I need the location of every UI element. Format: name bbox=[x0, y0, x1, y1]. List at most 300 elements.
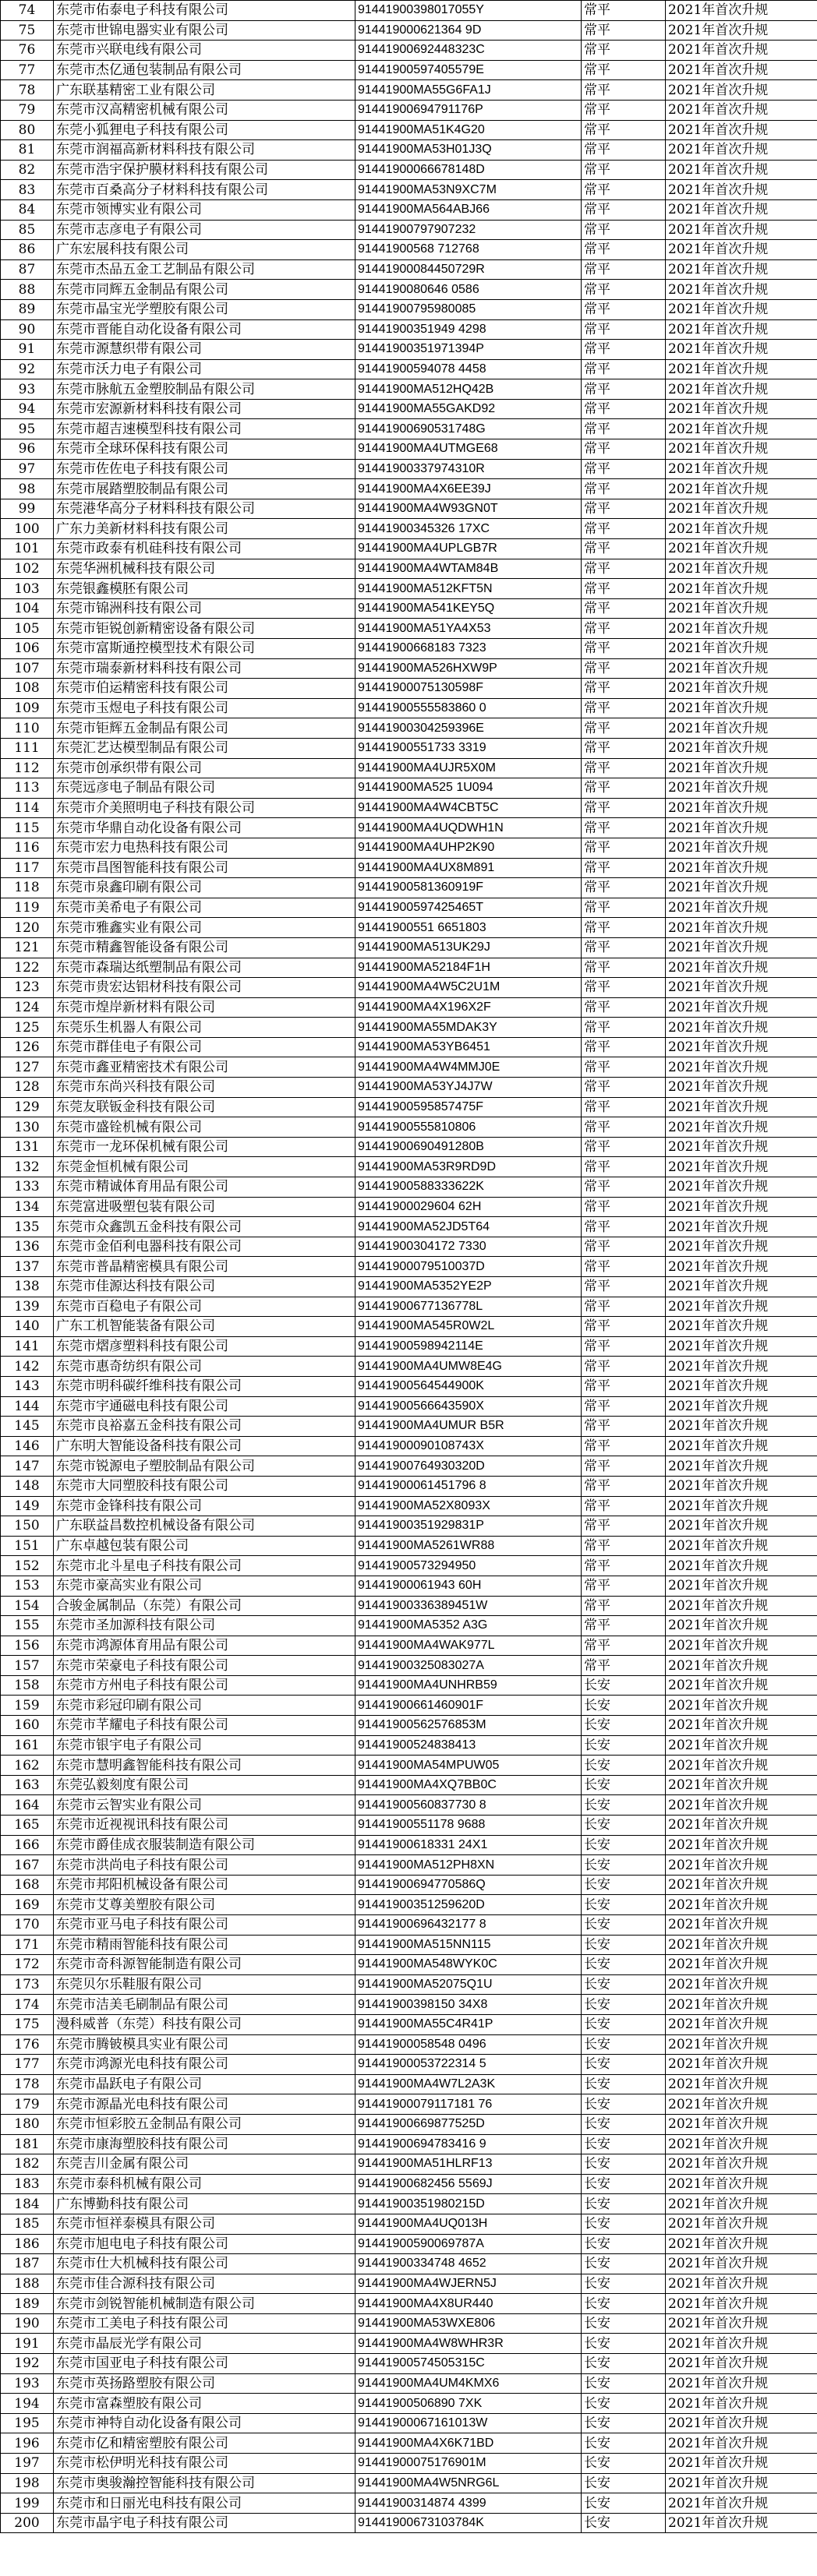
credit-code-cell: 91441900MA545R0W2L bbox=[355, 1317, 582, 1337]
table-row bbox=[1, 319, 817, 340]
remark-cell: 2021年首次升规 bbox=[666, 2473, 817, 2493]
row-number-cell: 127 bbox=[1, 1057, 54, 1078]
table-row bbox=[1, 1775, 817, 1795]
row-number-cell: 122 bbox=[1, 958, 54, 978]
company-name-cell: 东莞市邦阳机械设备有限公司 bbox=[54, 1875, 355, 1895]
row-number-cell: 128 bbox=[1, 1078, 54, 1098]
company-name-cell: 广东联基精密工业有限公司 bbox=[54, 80, 355, 101]
row-number-cell: 88 bbox=[1, 280, 54, 300]
table-row bbox=[1, 1816, 817, 1836]
credit-code-cell: 91441900560837730 8 bbox=[355, 1795, 582, 1816]
remark-cell: 2021年首次升规 bbox=[666, 1816, 817, 1836]
row-number-cell: 162 bbox=[1, 1756, 54, 1776]
row-number-cell: 184 bbox=[1, 2194, 54, 2214]
company-name-cell: 东莞市盛铨机械有限公司 bbox=[54, 1117, 355, 1138]
credit-code-cell: 91441900MA52184F1H bbox=[355, 958, 582, 978]
row-number-cell: 105 bbox=[1, 619, 54, 639]
company-name-cell: 东莞吉川金属有限公司 bbox=[54, 2154, 355, 2175]
town-cell: 长安 bbox=[582, 2194, 666, 2214]
table-row bbox=[1, 80, 817, 101]
town-cell: 长安 bbox=[582, 2055, 666, 2075]
table-row bbox=[1, 340, 817, 360]
credit-code-cell: 91441900MA4UNHRB59 bbox=[355, 1675, 582, 1696]
row-number-cell: 97 bbox=[1, 459, 54, 479]
company-name-cell: 东莞市旭电电子科技有限公司 bbox=[54, 2234, 355, 2254]
company-name-cell: 东莞市艾尊美塑胶有限公司 bbox=[54, 1895, 355, 1915]
remark-cell: 2021年首次升规 bbox=[666, 60, 817, 80]
table-row bbox=[1, 2114, 817, 2134]
remark-cell: 2021年首次升规 bbox=[666, 778, 817, 799]
company-name-cell: 东莞小狐狸电子科技有限公司 bbox=[54, 120, 355, 140]
remark-cell: 2021年首次升规 bbox=[666, 419, 817, 439]
town-cell: 常平 bbox=[582, 1117, 666, 1138]
remark-cell: 2021年首次升规 bbox=[666, 1078, 817, 1098]
town-cell: 常平 bbox=[582, 479, 666, 499]
company-name-cell: 东莞市圣加源科技有限公司 bbox=[54, 1616, 355, 1636]
table-row bbox=[1, 1675, 817, 1696]
credit-code-cell: 91441900MA4X196X2F bbox=[355, 997, 582, 1018]
town-cell: 长安 bbox=[582, 1935, 666, 1955]
table-row bbox=[1, 937, 817, 958]
row-number-cell: 123 bbox=[1, 978, 54, 998]
row-number-cell: 115 bbox=[1, 818, 54, 838]
company-name-cell: 东莞市豪高实业有限公司 bbox=[54, 1576, 355, 1596]
table-row bbox=[1, 1237, 817, 1257]
remark-cell: 2021年首次升规 bbox=[666, 1696, 817, 1716]
town-cell: 常平 bbox=[582, 838, 666, 858]
remark-cell: 2021年首次升规 bbox=[666, 1157, 817, 1177]
credit-code-cell: 91441900325083027A bbox=[355, 1656, 582, 1676]
remark-cell: 2021年首次升规 bbox=[666, 1217, 817, 1237]
row-number-cell: 139 bbox=[1, 1297, 54, 1317]
company-name-cell: 东莞市华鼎自动化设备有限公司 bbox=[54, 818, 355, 838]
company-name-cell: 东莞市世锦电器实业有限公司 bbox=[54, 20, 355, 41]
table-row bbox=[1, 499, 817, 519]
credit-code-cell: 91441900MA515NN115 bbox=[355, 1935, 582, 1955]
table-row bbox=[1, 958, 817, 978]
row-number-cell: 124 bbox=[1, 997, 54, 1018]
remark-cell: 2021年首次升规 bbox=[666, 598, 817, 619]
row-number-cell: 156 bbox=[1, 1636, 54, 1656]
company-name-cell: 东莞市佳合源科技有限公司 bbox=[54, 2274, 355, 2294]
row-number-cell: 99 bbox=[1, 499, 54, 519]
town-cell: 常平 bbox=[582, 419, 666, 439]
company-name-cell: 东莞远彦电子制品有限公司 bbox=[54, 778, 355, 799]
town-cell: 常平 bbox=[582, 758, 666, 778]
remark-cell: 2021年首次升规 bbox=[666, 399, 817, 419]
town-cell: 长安 bbox=[582, 1816, 666, 1836]
row-number-cell: 197 bbox=[1, 2454, 54, 2474]
table-row bbox=[1, 1336, 817, 1357]
credit-code-cell: 91441900696432177 8 bbox=[355, 1915, 582, 1936]
table-row bbox=[1, 2034, 817, 2055]
credit-code-cell: 91441900MA4W7L2A3K bbox=[355, 2074, 582, 2094]
credit-code-cell: 91441900692448323C bbox=[355, 41, 582, 61]
remark-cell: 2021年首次升规 bbox=[666, 319, 817, 340]
remark-cell: 2021年首次升规 bbox=[666, 1376, 817, 1396]
town-cell: 常平 bbox=[582, 1217, 666, 1237]
row-number-cell: 98 bbox=[1, 479, 54, 499]
credit-code-cell: 91441900595857475F bbox=[355, 1097, 582, 1117]
credit-code-cell: 91441900334748 4652 bbox=[355, 2254, 582, 2274]
credit-code-cell: 91441900MA4UQDWH1N bbox=[355, 818, 582, 838]
row-number-cell: 173 bbox=[1, 1974, 54, 1995]
credit-code-cell: 91441900694791176P bbox=[355, 100, 582, 120]
credit-code-cell: 91441900524838413 bbox=[355, 1735, 582, 1756]
table-row bbox=[1, 1396, 817, 1417]
company-name-cell: 东莞市一龙环保机械有限公司 bbox=[54, 1137, 355, 1157]
town-cell: 常平 bbox=[582, 359, 666, 379]
town-cell: 长安 bbox=[582, 1716, 666, 1736]
town-cell: 长安 bbox=[582, 2014, 666, 2034]
remark-cell: 2021年首次升规 bbox=[666, 220, 817, 240]
town-cell: 常平 bbox=[582, 340, 666, 360]
row-number-cell: 101 bbox=[1, 539, 54, 559]
company-name-cell: 东莞市群佳电子有限公司 bbox=[54, 1037, 355, 1057]
row-number-cell: 185 bbox=[1, 2214, 54, 2234]
credit-code-cell: 91441900764930320D bbox=[355, 1456, 582, 1477]
remark-cell: 2021年首次升规 bbox=[666, 1097, 817, 1117]
row-number-cell: 96 bbox=[1, 439, 54, 460]
table-row bbox=[1, 2274, 817, 2294]
remark-cell: 2021年首次升规 bbox=[666, 997, 817, 1018]
row-number-cell: 168 bbox=[1, 1875, 54, 1895]
company-name-cell: 东莞市熠彦塑料科技有限公司 bbox=[54, 1336, 355, 1357]
row-number-cell: 100 bbox=[1, 519, 54, 539]
row-number-cell: 140 bbox=[1, 1317, 54, 1337]
table-row bbox=[1, 1995, 817, 2015]
company-name-cell: 东莞市伯运精密科技有限公司 bbox=[54, 679, 355, 699]
credit-code-cell: 91441900304259396E bbox=[355, 718, 582, 739]
credit-code-cell: 91441900351259620D bbox=[355, 1895, 582, 1915]
table-row bbox=[1, 978, 817, 998]
row-number-cell: 152 bbox=[1, 1556, 54, 1576]
credit-code-cell: 91441900MA512HQ42B bbox=[355, 379, 582, 400]
table-row bbox=[1, 1436, 817, 1456]
table-row bbox=[1, 100, 817, 120]
remark-cell: 2021年首次升规 bbox=[666, 1775, 817, 1795]
row-number-cell: 175 bbox=[1, 2014, 54, 2034]
remark-cell: 2021年首次升规 bbox=[666, 240, 817, 260]
table-row bbox=[1, 2174, 817, 2194]
table-row bbox=[1, 679, 817, 699]
town-cell: 长安 bbox=[582, 2493, 666, 2514]
remark-cell: 2021年首次升规 bbox=[666, 1496, 817, 1516]
credit-code-cell: 91441900MA51YA4X53 bbox=[355, 619, 582, 639]
company-name-cell: 东莞市和日丽光电科技有限公司 bbox=[54, 2493, 355, 2514]
credit-code-cell: 91441900581360919F bbox=[355, 878, 582, 898]
credit-code-cell: 91441900MA51K4G20 bbox=[355, 120, 582, 140]
company-name-cell: 东莞市鑫亚精密技术有限公司 bbox=[54, 1057, 355, 1078]
table-row bbox=[1, 1018, 817, 1038]
credit-code-cell: 91441900690531748G bbox=[355, 419, 582, 439]
remark-cell: 2021年首次升规 bbox=[666, 579, 817, 599]
remark-cell: 2021年首次升规 bbox=[666, 1117, 817, 1138]
credit-code-cell: 91441900MA53YB6451 bbox=[355, 1037, 582, 1057]
town-cell: 常平 bbox=[582, 1137, 666, 1157]
table-row bbox=[1, 1795, 817, 1816]
table-row bbox=[1, 2473, 817, 2493]
table-row bbox=[1, 698, 817, 718]
town-cell: 常平 bbox=[582, 519, 666, 539]
remark-cell: 2021年首次升规 bbox=[666, 1735, 817, 1756]
town-cell: 常平 bbox=[582, 1417, 666, 1437]
company-name-cell: 东莞市鸿源光电科技有限公司 bbox=[54, 2055, 355, 2075]
town-cell: 常平 bbox=[582, 199, 666, 220]
row-number-cell: 178 bbox=[1, 2074, 54, 2094]
row-number-cell: 159 bbox=[1, 1696, 54, 1716]
row-number-cell: 129 bbox=[1, 1097, 54, 1117]
enterprise-table-body bbox=[1, 1, 817, 2533]
remark-cell: 2021年首次升规 bbox=[666, 1476, 817, 1496]
town-cell: 常平 bbox=[582, 1097, 666, 1117]
company-name-cell: 东莞市精雨智能科技有限公司 bbox=[54, 1935, 355, 1955]
company-name-cell: 东莞市脉航五金塑胶制品有限公司 bbox=[54, 379, 355, 400]
company-name-cell: 东莞市晶跃电子有限公司 bbox=[54, 2074, 355, 2094]
remark-cell: 2021年首次升规 bbox=[666, 698, 817, 718]
company-name-cell: 东莞市源慧织带有限公司 bbox=[54, 340, 355, 360]
remark-cell: 2021年首次升规 bbox=[666, 2114, 817, 2134]
credit-code-cell: 91441900MA525 1U094 bbox=[355, 778, 582, 799]
company-name-cell: 东莞汇艺达模型制品有限公司 bbox=[54, 738, 355, 758]
town-cell: 常平 bbox=[582, 1177, 666, 1198]
table-row bbox=[1, 858, 817, 878]
table-row bbox=[1, 2354, 817, 2374]
table-row bbox=[1, 359, 817, 379]
row-number-cell: 194 bbox=[1, 2394, 54, 2414]
town-cell: 常平 bbox=[582, 679, 666, 699]
company-name-cell: 东莞市金佰利电器科技有限公司 bbox=[54, 1237, 355, 1257]
table-row bbox=[1, 1915, 817, 1936]
town-cell: 长安 bbox=[582, 1855, 666, 1876]
company-name-cell: 东莞市东尚兴科技有限公司 bbox=[54, 1078, 355, 1098]
company-name-cell: 东莞市创承织带有限公司 bbox=[54, 758, 355, 778]
table-row bbox=[1, 1456, 817, 1477]
row-number-cell: 110 bbox=[1, 718, 54, 739]
remark-cell: 2021年首次升规 bbox=[666, 1456, 817, 1477]
row-number-cell: 141 bbox=[1, 1336, 54, 1357]
table-row bbox=[1, 140, 817, 161]
company-name-cell: 广东宏展科技有限公司 bbox=[54, 240, 355, 260]
town-cell: 长安 bbox=[582, 2114, 666, 2134]
credit-code-cell: 91441900398017055Y bbox=[355, 1, 582, 21]
row-number-cell: 183 bbox=[1, 2174, 54, 2194]
row-number-cell: 153 bbox=[1, 1576, 54, 1596]
remark-cell: 2021年首次升规 bbox=[666, 160, 817, 180]
company-name-cell: 东莞市明科碳纤维科技有限公司 bbox=[54, 1376, 355, 1396]
table-row bbox=[1, 180, 817, 200]
credit-code-cell: 91441900MA541KEY5Q bbox=[355, 598, 582, 619]
remark-cell: 2021年首次升规 bbox=[666, 2354, 817, 2374]
remark-cell: 2021年首次升规 bbox=[666, 1576, 817, 1596]
remark-cell: 2021年首次升规 bbox=[666, 798, 817, 818]
credit-code-cell: 91441900673103784K bbox=[355, 2513, 582, 2533]
table-row bbox=[1, 1078, 817, 1098]
town-cell: 常平 bbox=[582, 1376, 666, 1396]
remark-cell: 2021年首次升规 bbox=[666, 1675, 817, 1696]
credit-code-cell: 91441900551178 9688 bbox=[355, 1816, 582, 1836]
row-number-cell: 86 bbox=[1, 240, 54, 260]
credit-code-cell: 91441900682456 5569J bbox=[355, 2174, 582, 2194]
credit-code-cell: 9144190080646 0586 bbox=[355, 280, 582, 300]
remark-cell: 2021年首次升规 bbox=[666, 1057, 817, 1078]
remark-cell: 2021年首次升规 bbox=[666, 2413, 817, 2433]
credit-code-cell: 91441900061943 60H bbox=[355, 1576, 582, 1596]
company-name-cell: 东莞金恒机械有限公司 bbox=[54, 1157, 355, 1177]
table-row bbox=[1, 2134, 817, 2154]
town-cell: 长安 bbox=[582, 2433, 666, 2454]
remark-cell: 2021年首次升规 bbox=[666, 619, 817, 639]
company-name-cell: 东莞市晶宝光学塑胶有限公司 bbox=[54, 299, 355, 319]
credit-code-cell: 91441900MA4W4MMJ0E bbox=[355, 1057, 582, 1078]
company-name-cell: 东莞友联钣金科技有限公司 bbox=[54, 1097, 355, 1117]
row-number-cell: 111 bbox=[1, 738, 54, 758]
table-row bbox=[1, 1955, 817, 1975]
remark-cell: 2021年首次升规 bbox=[666, 1636, 817, 1656]
town-cell: 常平 bbox=[582, 259, 666, 280]
remark-cell: 2021年首次升规 bbox=[666, 918, 817, 938]
company-name-cell: 东莞贝尔乐鞋服有限公司 bbox=[54, 1974, 355, 1995]
remark-cell: 2021年首次升规 bbox=[666, 1915, 817, 1936]
credit-code-cell: 91441900MA52075Q1U bbox=[355, 1974, 582, 1995]
remark-cell: 2021年首次升规 bbox=[666, 2274, 817, 2294]
table-row bbox=[1, 2513, 817, 2533]
town-cell: 长安 bbox=[582, 2274, 666, 2294]
credit-code-cell: 91441900566643590X bbox=[355, 1396, 582, 1417]
remark-cell: 2021年首次升规 bbox=[666, 858, 817, 878]
table-row bbox=[1, 1496, 817, 1516]
row-number-cell: 148 bbox=[1, 1476, 54, 1496]
table-row bbox=[1, 2394, 817, 2414]
table-row bbox=[1, 1417, 817, 1437]
table-row bbox=[1, 1177, 817, 1198]
row-number-cell: 192 bbox=[1, 2354, 54, 2374]
row-number-cell: 188 bbox=[1, 2274, 54, 2294]
row-number-cell: 131 bbox=[1, 1137, 54, 1157]
company-name-cell: 东莞市富斯通控模型技术有限公司 bbox=[54, 639, 355, 659]
remark-cell: 2021年首次升规 bbox=[666, 1357, 817, 1377]
row-number-cell: 81 bbox=[1, 140, 54, 161]
row-number-cell: 187 bbox=[1, 2254, 54, 2274]
town-cell: 常平 bbox=[582, 20, 666, 41]
town-cell: 常平 bbox=[582, 80, 666, 101]
town-cell: 常平 bbox=[582, 579, 666, 599]
table-row bbox=[1, 2055, 817, 2075]
row-number-cell: 89 bbox=[1, 299, 54, 319]
town-cell: 常平 bbox=[582, 220, 666, 240]
town-cell: 常平 bbox=[582, 738, 666, 758]
table-row bbox=[1, 2493, 817, 2514]
remark-cell: 2021年首次升规 bbox=[666, 1616, 817, 1636]
remark-cell: 2021年首次升规 bbox=[666, 2154, 817, 2175]
town-cell: 常平 bbox=[582, 1, 666, 21]
company-name-cell: 东莞市源晶光电科技有限公司 bbox=[54, 2094, 355, 2115]
table-row bbox=[1, 379, 817, 400]
town-cell: 常平 bbox=[582, 1237, 666, 1257]
credit-code-cell: 91441900694783416 9 bbox=[355, 2134, 582, 2154]
company-name-cell: 东莞市普晶精密模具有限公司 bbox=[54, 1257, 355, 1277]
town-cell: 常平 bbox=[582, 1656, 666, 1676]
credit-code-cell: 91441900MA4UJR5X0M bbox=[355, 758, 582, 778]
credit-code-cell: 914419000621364 9D bbox=[355, 20, 582, 41]
town-cell: 常平 bbox=[582, 180, 666, 200]
table-row bbox=[1, 1974, 817, 1995]
company-name-cell: 东莞市瑞泰新材料科技有限公司 bbox=[54, 658, 355, 679]
row-number-cell: 160 bbox=[1, 1716, 54, 1736]
row-number-cell: 145 bbox=[1, 1417, 54, 1437]
row-number-cell: 180 bbox=[1, 2114, 54, 2134]
town-cell: 常平 bbox=[582, 1396, 666, 1417]
table-row bbox=[1, 1137, 817, 1157]
table-row bbox=[1, 2454, 817, 2474]
table-row bbox=[1, 598, 817, 619]
row-number-cell: 82 bbox=[1, 160, 54, 180]
credit-code-cell: 91441900336389451W bbox=[355, 1596, 582, 1616]
row-number-cell: 138 bbox=[1, 1277, 54, 1297]
credit-code-cell: 91441900MA4W5C2U1M bbox=[355, 978, 582, 998]
table-row bbox=[1, 1376, 817, 1396]
town-cell: 长安 bbox=[582, 1735, 666, 1756]
table-row bbox=[1, 559, 817, 579]
credit-code-cell: 91441900314874 4399 bbox=[355, 2493, 582, 2514]
company-name-cell: 东莞市森瑞达纸塑制品有限公司 bbox=[54, 958, 355, 978]
town-cell: 长安 bbox=[582, 2313, 666, 2334]
row-number-cell: 150 bbox=[1, 1516, 54, 1537]
company-name-cell: 广东联益昌数控机械设备有限公司 bbox=[54, 1516, 355, 1537]
company-name-cell: 合骏金属制品（东莞）有限公司 bbox=[54, 1596, 355, 1616]
company-name-cell: 东莞市彩冠印刷有限公司 bbox=[54, 1696, 355, 1716]
row-number-cell: 125 bbox=[1, 1018, 54, 1038]
table-row bbox=[1, 1835, 817, 1855]
town-cell: 长安 bbox=[582, 2454, 666, 2474]
remark-cell: 2021年首次升规 bbox=[666, 100, 817, 120]
company-name-cell: 东莞市慧明鑫智能科技有限公司 bbox=[54, 1756, 355, 1776]
credit-code-cell: 91441900MA4UM4KMX6 bbox=[355, 2373, 582, 2394]
town-cell: 常平 bbox=[582, 658, 666, 679]
company-name-cell: 东莞市奥骏瀚控智能科技有限公司 bbox=[54, 2473, 355, 2493]
table-row bbox=[1, 399, 817, 419]
row-number-cell: 155 bbox=[1, 1616, 54, 1636]
town-cell: 常平 bbox=[582, 280, 666, 300]
town-cell: 常平 bbox=[582, 1576, 666, 1596]
table-row bbox=[1, 1536, 817, 1556]
row-number-cell: 151 bbox=[1, 1536, 54, 1556]
table-row bbox=[1, 878, 817, 898]
table-row bbox=[1, 838, 817, 858]
company-name-cell: 东莞弘毅刻度有限公司 bbox=[54, 1775, 355, 1795]
table-row bbox=[1, 778, 817, 799]
credit-code-cell: 91441900075176901M bbox=[355, 2454, 582, 2474]
company-name-cell: 东莞市国亚电子科技有限公司 bbox=[54, 2354, 355, 2374]
credit-code-cell: 91441900MA5352YE2P bbox=[355, 1277, 582, 1297]
remark-cell: 2021年首次升规 bbox=[666, 379, 817, 400]
remark-cell: 2021年首次升规 bbox=[666, 1396, 817, 1417]
company-name-cell: 东莞市仕大机械科技有限公司 bbox=[54, 2254, 355, 2274]
table-row bbox=[1, 658, 817, 679]
row-number-cell: 161 bbox=[1, 1735, 54, 1756]
table-row bbox=[1, 439, 817, 460]
company-name-cell: 东莞市宏源新材料科技有限公司 bbox=[54, 399, 355, 419]
row-number-cell: 158 bbox=[1, 1675, 54, 1696]
company-name-cell: 东莞市荣豪电子科技有限公司 bbox=[54, 1656, 355, 1676]
credit-code-cell: 91441900345326 17XC bbox=[355, 519, 582, 539]
remark-cell: 2021年首次升规 bbox=[666, 1417, 817, 1437]
town-cell: 常平 bbox=[582, 240, 666, 260]
table-row bbox=[1, 1935, 817, 1955]
credit-code-cell: 91441900555583860 0 bbox=[355, 698, 582, 718]
row-number-cell: 144 bbox=[1, 1396, 54, 1417]
row-number-cell: 186 bbox=[1, 2234, 54, 2254]
